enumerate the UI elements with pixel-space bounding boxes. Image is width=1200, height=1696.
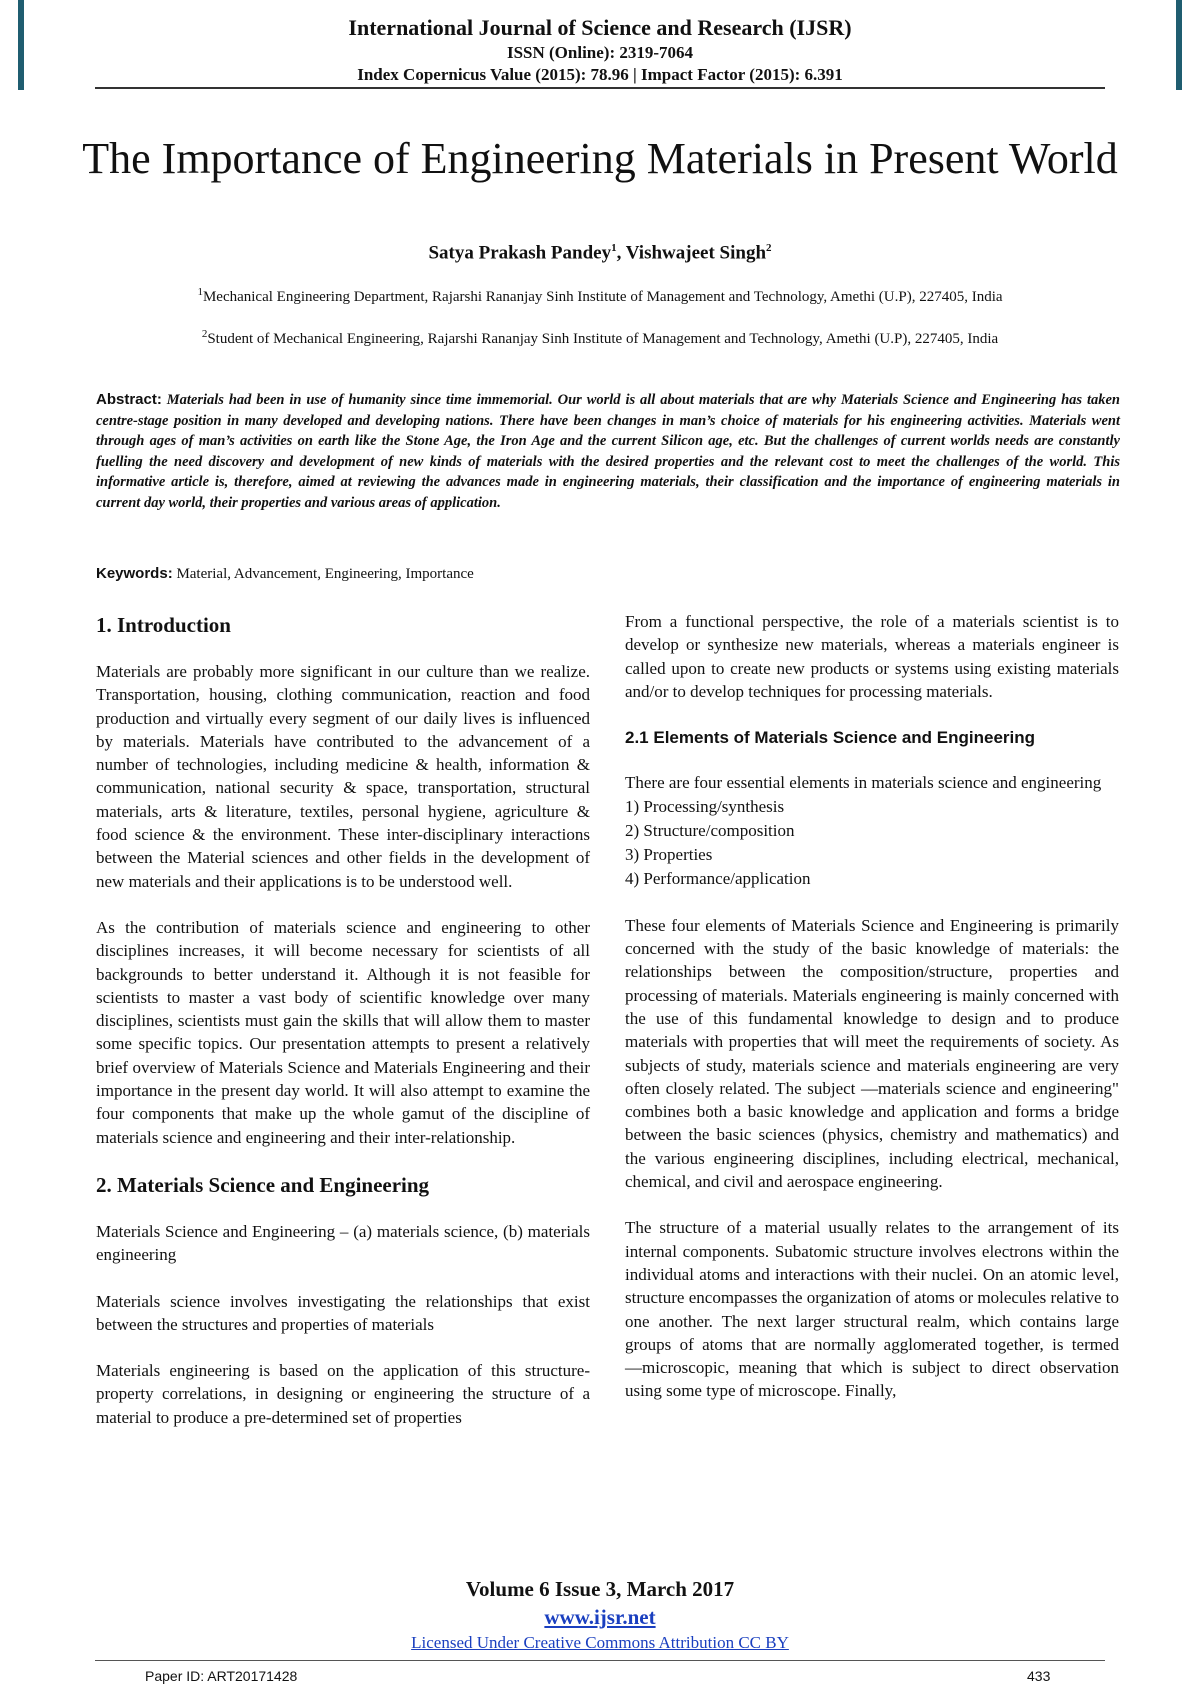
elements-list [625,795,1119,891]
journal-name: International Journal of Science and Research (IJSR) [348,15,852,40]
section-heading-mse: 2. Materials Science and Engineering [96,1172,430,1197]
author-1: Satya Prakash Pandey [428,242,612,264]
website-link[interactable]: www.ijsr.net [544,1605,656,1629]
keywords-label: Keywords: [96,565,173,582]
affiliation-2-sup: 2 [201,328,208,340]
affiliation-2 [60,328,1140,348]
paper-id: Paper ID: ART20171428 [145,1668,298,1684]
paragraph: Materials engineering is based on the application of this structure-property correlations, in designing or engineering the structure of a material to produce a pre-determined set of properties [96,1361,590,1427]
issn: ISSN (Online): 2319-7064 [506,43,694,62]
keywords-text: Material, Advancement, Engineering, Importance [176,566,474,582]
affiliation-2-text: Student of Mechanical Engineering, Rajarshi Rananjay Sinh Institute of Management and Technology, Amethi (U.P), 227405, India [207,331,999,347]
list-item: 4) Performance/application [625,868,811,888]
author-separator: , [616,242,626,264]
abstract-text: Materials had been in use of humanity since time immemorial. Our world is all about materials that are why Materials Science and Engineering has taken centre-stage position in many developed and developing nations. There have been changes in man’s choice of materials for his engineering activities. Materials went through ages of man’s activities on earth like the Stone Age, the Iron Age and the current Silicon age, etc. But the challenges of current worlds needs are constantly fuelling the need discovery and development of new kinds of materials with the desired properties and the relevant cost to meet the challenges of the world. This informative article is, therefore, aimed at reviewing the advances made in engineering materials, their classification and the importance of engineering materials in current day world, their properties and various areas of application. [96,392,1120,511]
license-link[interactable]: Licensed Under Creative Commons Attribution CC BY [411,1633,789,1652]
journal-header [0,14,1200,86]
list-item: 1) Processing/synthesis [625,796,785,816]
paper-title: The Importance of Engineering Materials in Present World [82,134,1118,184]
affiliation-1-text: Mechanical Engineering Department, Rajarshi Rananjay Sinh Institute of Management and Technology, Amethi (U.P), 227405, India [202,289,1003,305]
author-1-sup: 1 [611,242,617,254]
page-number: 433 [1027,1668,1051,1684]
paragraph: The structure of a material usually relates to the arrangement of its internal components. Subatomic structure involves electrons within the individual atoms and interactions with their nuclei. On an atomic level, structure encompasses the organization of atoms or molecules relative to one another. The next larger structural realm, which contains large groups of atoms that are normally agglomerated together, is termed ―microscopic, meaning that which is subject to direct observation using some type of microscope. Finally, [625,1218,1119,1401]
header-divider [95,87,1105,89]
paragraph: From a functional perspective, the role of a materials scientist is to develop or synthesize new materials, whereas a materials engineer is called upon to create new products or systems using existing materials and/or to develop techniques for processing materials. [625,612,1119,701]
abstract-label: Abstract: [96,391,162,408]
author-2: Vishwajeet Singh [625,242,767,264]
keywords [96,565,1120,583]
author-2-sup: 2 [766,242,772,254]
paragraph: There are four essential elements in materials science and engineering [625,773,1102,793]
paragraph: As the contribution of materials science and engineering to other disciplines increases, it will become necessary for scientists of all backgrounds to better understand it. Although it is not feasible for scientists to master a vast body of scientific knowledge over many disciplines, scientists must gain the skills that will allow them to master some specific topics. Our presentation attempts to present a relatively brief overview of Materials Science and Materials Engineering and their importance in the present day world. It will also attempt to examine the four components that make up the whole gamut of the discipline of materials science and engineering and their inter-relationship. [96,917,590,1147]
volume-issue: Volume 6 Issue 3, March 2017 [465,1577,735,1601]
subsection-heading-elements: 2.1 Elements of Materials Science and Engineering [625,728,1036,748]
paragraph: Materials Science and Engineering – (a) materials science, (b) materials engineering [96,1221,590,1265]
section-heading-introduction: 1. Introduction [96,613,231,637]
right-column [625,610,1119,1426]
footer-divider [95,1660,1105,1661]
affiliation-1 [60,286,1140,306]
footer [0,1575,1200,1655]
affiliation-1-sup: 1 [197,286,203,298]
list-item: 2) Structure/composition [625,820,795,840]
list-item: 3) Properties [625,844,713,864]
authors [0,242,1200,264]
paragraph: Materials are probably more significant in our culture than we realize. Transportation, housing, clothing communication, reaction and food production and virtually every segment of our daily lives is influenced by materials. Materials have contributed to the advancement of a number of technologies, including medicine & health, information & communication, national security & space, transportation, structural materials, arts & literature, textiles, personal hygiene, agriculture & food science & the environment. These inter-disciplinary interactions between the Material sciences and other fields in the development of new materials and their applications is to be understood well. [96,662,590,891]
index-impact: Index Copernicus Value (2015): 78.96 | Impact Factor (2015): 6.391 [357,65,843,84]
paragraph: These four elements of Materials Science and Engineering is primarily concerned with the study of the basic knowledge of materials: the relationships between the composition/structure, properties and processing of materials. Materials engineering is mainly concerned with the use of this fundamental knowledge to design and to produce materials with properties that will meet the requirements of society. As subjects of study, materials science and materials engineering are very often closely related. The subject ―materials science and engineering" combines both a basic knowledge and application and forms a bridge between the basic sciences (physics, chemistry and mathematics) and the various engineering disciplines, including electrical, mechanical, chemical, and civil and aerospace engineering. [625,915,1119,1192]
abstract [96,390,1120,513]
left-column [96,608,590,1452]
paragraph: Materials science involves investigating the relationships that exist between the structures and properties of materials [96,1291,590,1334]
